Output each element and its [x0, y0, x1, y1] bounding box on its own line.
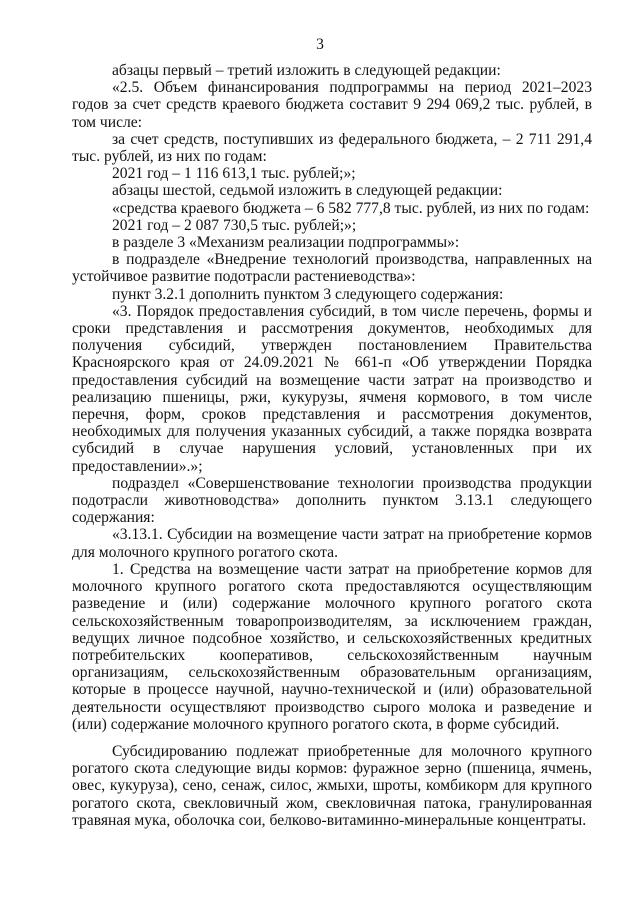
- paragraph: за счет средств, поступивших из федерального бюджета, – 2 711 291,4 тыс. рублей, из них по годам:: [72, 130, 592, 166]
- paragraph: «средства краевого бюджета – 6 582 777,8 тыс. рублей, из них по годам:: [112, 199, 590, 217]
- paragraph: 1. Средства на возмещение части затрат на приобретение кормов для молочного крупного рогатого скота предоставляются осуществляющим разведение и (или) содержание молочного крупного рогатого скота сельскохозяйственным товаропроизводителям, за исключением граждан, ведущих личное подсобное хозяйство, и сельскохозяйственных кредитных потребительских кооперативов, сельскохозяйственным научным организациям, сельскохозяйственным образовательным организациям, которые в процессе научной, научно-технической и (или) образовательной деятельности осуществляют производство сырого молока и разведение и (или) содержание молочного крупного рогатого скота, в форме субсидий.: [72, 560, 592, 733]
- paragraph: 2021 год – 2 087 730,5 тыс. рублей;»;: [112, 216, 357, 234]
- paragraph: в разделе 3 «Механизм реализации подпрограммы»:: [112, 234, 460, 252]
- paragraph: подраздел «Совершенствование технологии производства продукции подотрасли животноводства» дополнить пунктом 3.13.1 следующего содержания:: [72, 474, 592, 527]
- paragraph: «3. Порядок предоставления субсидий, в том числе перечень, формы и сроки представления и рассмотрения документов, необходимых для получения субсидий, утвержден постановлением Правительства Красноярского края от 24.09.2021 № 661-п «Об утверждении Порядка предоставления субсидий на возмещение части затрат на производство и реализацию пшеницы, ржи, кукурузы, ячменя кормового, в том числе перечня, форм, сроков представления и рассмотрения документов, необходимых для получения указанных субсидий, а также порядка возврата субсидий в случае нарушения условий, установленных при их предоставлении».»;: [72, 302, 592, 475]
- page-number: 3: [316, 36, 324, 53]
- paragraph: абзацы шестой, седьмой изложить в следующей редакции:: [112, 182, 503, 200]
- paragraph: Субсидированию подлежат приобретенные для молочного крупного рогатого скота следующие виды кормов: фуражное зерно (пшеница, ячмень, овес, кукуруза), сено, сенаж, силос, жмыхи, шроты, комбикорм для крупного рогатого скота, свекловичный жом, свекловичная патока, гранулированная травяная мука, оболочка сои, белково-витаминно-минеральные концентраты.: [72, 742, 592, 829]
- paragraph: 2021 год – 1 116 613,1 тыс. рублей;»;: [112, 165, 356, 183]
- paragraph: «3.13.1. Субсидии на возмещение части затрат на приобретение кормов для молочного крупного рогатого скота.: [72, 526, 592, 561]
- document-body: [72, 62, 592, 829]
- paragraph: пункт 3.2.1 дополнить пунктом 3 следующего содержания:: [112, 285, 504, 303]
- paragraph: в подразделе «Внедрение технологий производства, направленных на устойчивое развитие подотрасли растениеводства»:: [72, 251, 592, 286]
- paragraph: абзацы первый – третий изложить в следующей редакции:: [112, 62, 501, 79]
- paragraph: «2.5. Объем финансирования подпрограммы на период 2021–2023 годов за счет средств краевого бюджета составит 9 294 069,2 тыс. рублей, в том числе:: [72, 79, 592, 131]
